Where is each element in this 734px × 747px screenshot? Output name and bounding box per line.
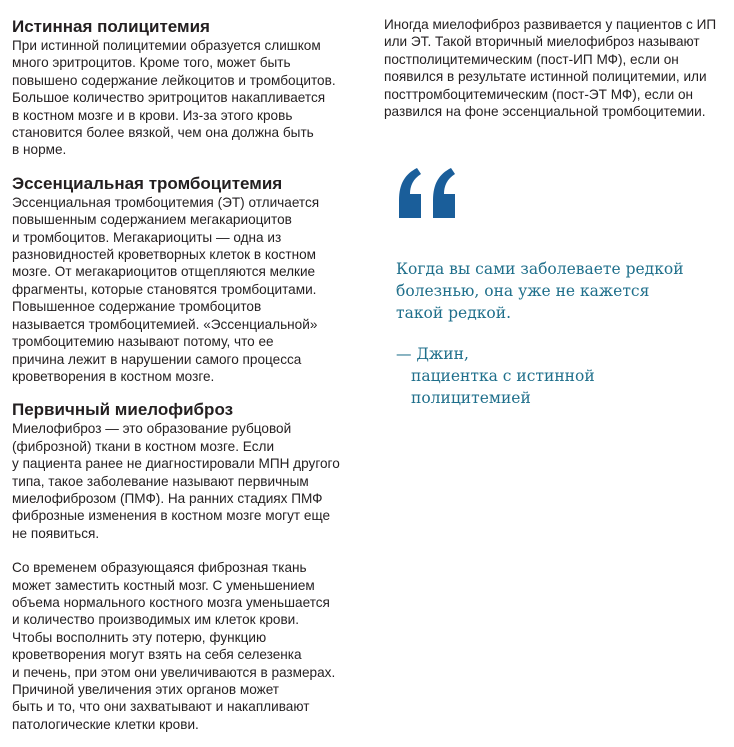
body-line: появился в результате истинной полицитемии, или — [384, 69, 707, 85]
body-line: становится более вязкой, чем она должна быть — [12, 125, 314, 141]
section-heading: Истинная полицитемия — [12, 17, 210, 36]
body-line: тромбоцитемию называют потому, что ее — [12, 334, 274, 350]
section-primary-myelofibrosis — [12, 399, 364, 733]
body-line: повышено содержание лейкоцитов и тромбоцитов. — [12, 72, 336, 88]
body-line: Миелофиброз — это образование рубцовой — [12, 421, 292, 437]
body-line: фрагменты, которые становятся тромбоцитами. — [12, 281, 317, 297]
body-line: фиброзные изменения в костном мозге могут еще — [12, 508, 331, 524]
attribution-line: полицитемией — [411, 389, 531, 407]
body-line: Чтобы восполнить эту потерю, функцию — [12, 629, 267, 645]
body-line: постполицитемическим (пост-ИП МФ), если он — [384, 51, 679, 67]
body-line: типа, такое заболевание называют первичным — [12, 473, 309, 489]
section-heading: Первичный миелофиброз — [12, 400, 234, 420]
paragraph-gap — [12, 542, 364, 559]
section-secondary-myelofibrosis — [384, 16, 724, 120]
body-line: Причиной увеличения этих органов может — [12, 682, 280, 697]
body-line: патологические клетки крови. — [12, 716, 199, 732]
body-line: много эритроцитов. Кроме того, может быть — [12, 55, 291, 71]
body-line: Иногда миелофиброз развивается у пациентов с ИП — [384, 17, 717, 32]
body-line: и тромбоцитов. Мегакариоциты — одна из — [12, 229, 282, 245]
quote-line: Когда вы сами заболеваете редкой — [396, 260, 684, 278]
body-line: кроветворения могут взять на себя селезенка — [12, 647, 302, 663]
left-column — [12, 16, 364, 747]
body-line: Со временем образующаяся фиброзная ткань — [12, 560, 307, 576]
body-line: развился на фоне эссенциальной тромбоцитемии. — [384, 104, 706, 120]
body-line: разновидностей кроветворных клеток в костном — [12, 247, 316, 263]
pull-quote — [396, 258, 684, 324]
body-line: Повышенное содержание тромбоцитов — [12, 299, 262, 315]
section-essential-thrombocythemia — [12, 173, 364, 385]
body-line: может заместить костный мозг. С уменьшением — [12, 577, 315, 593]
body-line: кроветворения в костном мозге. — [12, 368, 215, 384]
body-line: Большое количество эритроцитов накапливается — [12, 90, 326, 106]
body-line: миелофиброзом (ПМФ). На ранних стадиях ПМФ — [12, 490, 323, 506]
body-line: посттромбоцитемическим (пост-ЭТ МФ), если он — [384, 86, 694, 102]
body-line: причина лежит в нарушении самого процесса — [12, 351, 302, 367]
body-line: в костном мозге и в крови. Из-за этого кровь — [12, 107, 293, 123]
body-line: повышенным содержанием мегакариоцитов — [12, 212, 292, 228]
attribution-line: — Джин, — [396, 345, 469, 363]
body-line: в норме. — [12, 142, 67, 158]
quote-attribution — [396, 343, 595, 409]
body-line: или ЭТ. Такой вторичный миелофиброз называют — [384, 34, 700, 50]
quote-line: такой редкой. — [396, 304, 512, 322]
section-polycythemia-vera — [12, 16, 364, 159]
body-line: быть и то, что они захватывают и накапливают — [12, 699, 310, 715]
body-line: При истинной полицитемии образуется слишком — [12, 38, 321, 53]
quote-mark-icon — [395, 160, 465, 230]
section-heading: Эссенциальная тромбоцитемия — [12, 173, 283, 193]
body-line: называется тромбоцитемией. «Эссенциальной» — [12, 316, 318, 332]
attribution-line: пациентка с истинной — [411, 367, 595, 385]
body-line: и печень, при этом они увеличиваются в размерах. — [12, 664, 336, 680]
body-line: мозге. От мегакариоцитов отщепляются мелкие — [12, 264, 316, 280]
body-line: (фиброзной) ткани в костном мозге. Если — [12, 438, 275, 454]
body-line: не появиться. — [12, 525, 100, 541]
body-line: и количество производимых им клеток крови. — [12, 612, 300, 628]
right-column — [384, 16, 724, 134]
body-line: Эссенциальная тромбоцитемия (ЭТ) отличается — [12, 194, 320, 210]
quote-line: болезнью, она уже не кажется — [396, 282, 650, 300]
body-line: у пациента ранее не диагностировали МПН другого — [12, 456, 340, 472]
body-line: объема нормального костного мозга уменьшается — [12, 594, 330, 610]
